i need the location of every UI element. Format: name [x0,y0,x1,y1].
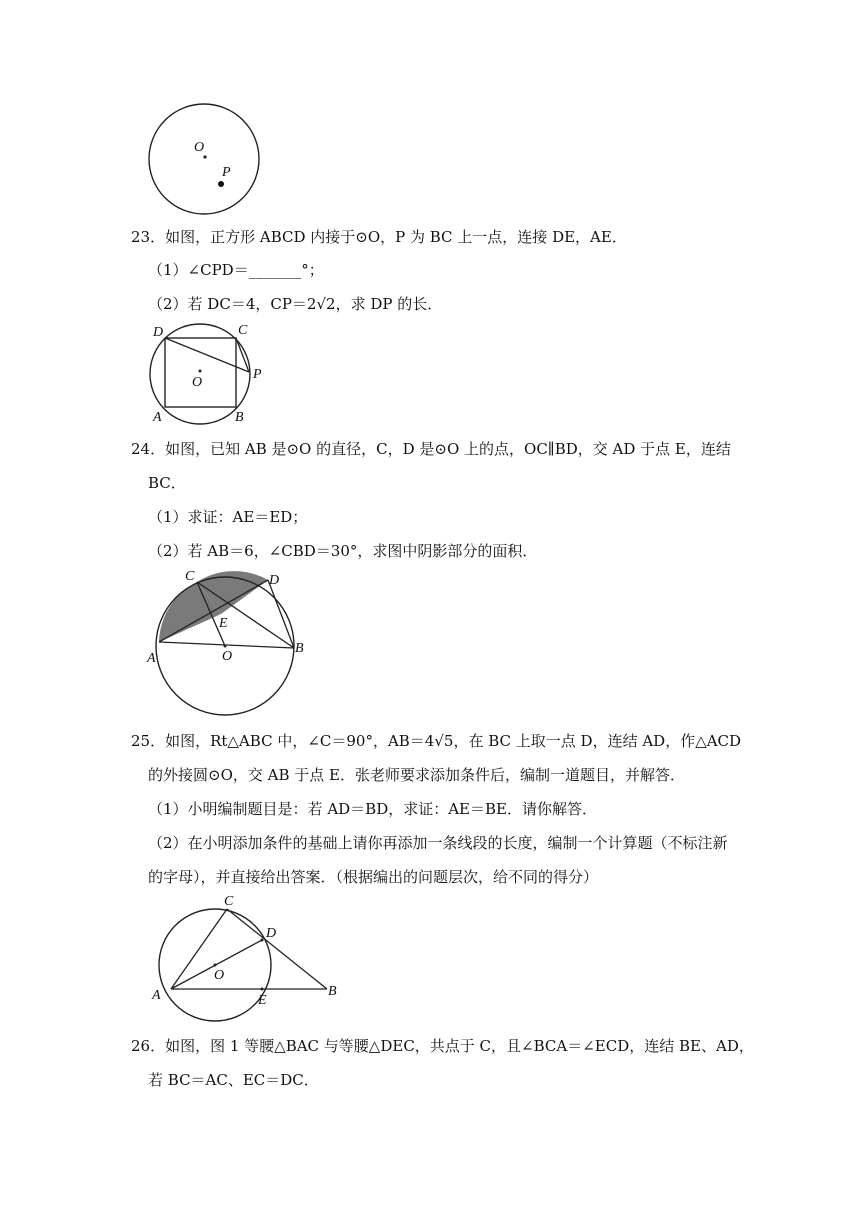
q25-label-o: O [214,968,225,983]
q25-stem-line-2: 的外接圆⊙O，交 AB 于点 E．张老师要求添加条件后，编制一道题目，并解答． [148,766,685,784]
q23-figure [145,320,270,428]
q22-center-point [203,155,206,158]
q26-stem-line-2: 若 BC＝AC、EC＝DC． [148,1071,319,1089]
q22-label-p: P [222,165,231,180]
q24-label-a: A [147,651,156,666]
q23-label-a: A [153,410,162,425]
q23-center-point [199,370,202,373]
q22-point-p [218,181,224,187]
q23-label-o: O [192,375,203,390]
q25-label-d: D [266,926,277,941]
q23-part-1: （1）∠CPD＝_______°； [148,261,324,279]
q24-part-1: （1）求证：AE＝ED； [148,508,308,526]
q25-point-e [261,988,264,991]
q23-part-2: （2）若 DC＝4，CP＝2√2，求 DP 的长． [148,295,443,313]
q23-label-b: B [235,410,244,425]
q23-label-p: P [253,367,262,382]
q25-label-c: C [224,895,234,909]
q23-stem: 23．如图，正方形 ABCD 内接于⊙O，P 为 BC 上一点，连接 DE，AE． [131,228,627,246]
q25-part-1: （1）小明编制题目是：若 AD＝BD，求证：AE＝BE．请你解答． [148,800,597,818]
q25-segment-cb [227,909,327,989]
q24-label-b: B [295,641,304,656]
q25-label-a: A [152,988,161,1003]
q24-label-d: D [269,573,280,588]
q22-figure [145,100,265,218]
q23-square [165,338,236,407]
q22-circle [149,104,259,214]
q25-stem-line-1: 25．如图，Rt△ABC 中，∠C＝90°，AB＝4√5，在 BC 上取一点 D，连结 AD，作△ACD [131,732,742,750]
q24-part-2: （2）若 AB＝6，∠CBD＝30°，求图中阴影部分的面积． [148,542,538,560]
q22-label-o: O [194,140,205,155]
q24-label-o: O [222,649,233,664]
q25-label-e: E [258,993,267,1008]
q24-center-point [224,645,227,648]
q24-stem-line-2: BC． [148,474,186,492]
q25-point-d [261,939,264,942]
q25-center-point [214,964,217,967]
q24-label-c: C [185,569,195,584]
q24-diameter-ab [159,642,294,648]
q25-part-2-line-2: 的字母），并直接给出答案．（根据编出的问题层次，给不同的得分） [148,868,599,886]
q24-figure [145,568,315,720]
q25-part-2-line-1: （2）在小明添加条件的基础上请你再添加一条线段的长度，编制一个计算题（不标注新 [148,834,728,852]
q23-label-c: C [238,323,248,338]
q26-stem-line-1: 26．如图，图 1 等腰△BAC 与等腰△DEC，共点于 C，且∠BCA＝∠ECD，连结 BE、AD， [131,1037,754,1055]
q24-label-e: E [219,616,228,631]
q24-stem-line-1: 24．如图，已知 AB 是⊙O 的直径，C，D 是⊙O 上的点，OC∥BD，交 AD 于点 E，连结 [131,440,731,458]
q25-label-b: B [328,984,337,999]
q25-figure [145,895,345,1023]
q23-label-d: D [153,325,164,340]
q24-segment-bd [268,580,294,648]
